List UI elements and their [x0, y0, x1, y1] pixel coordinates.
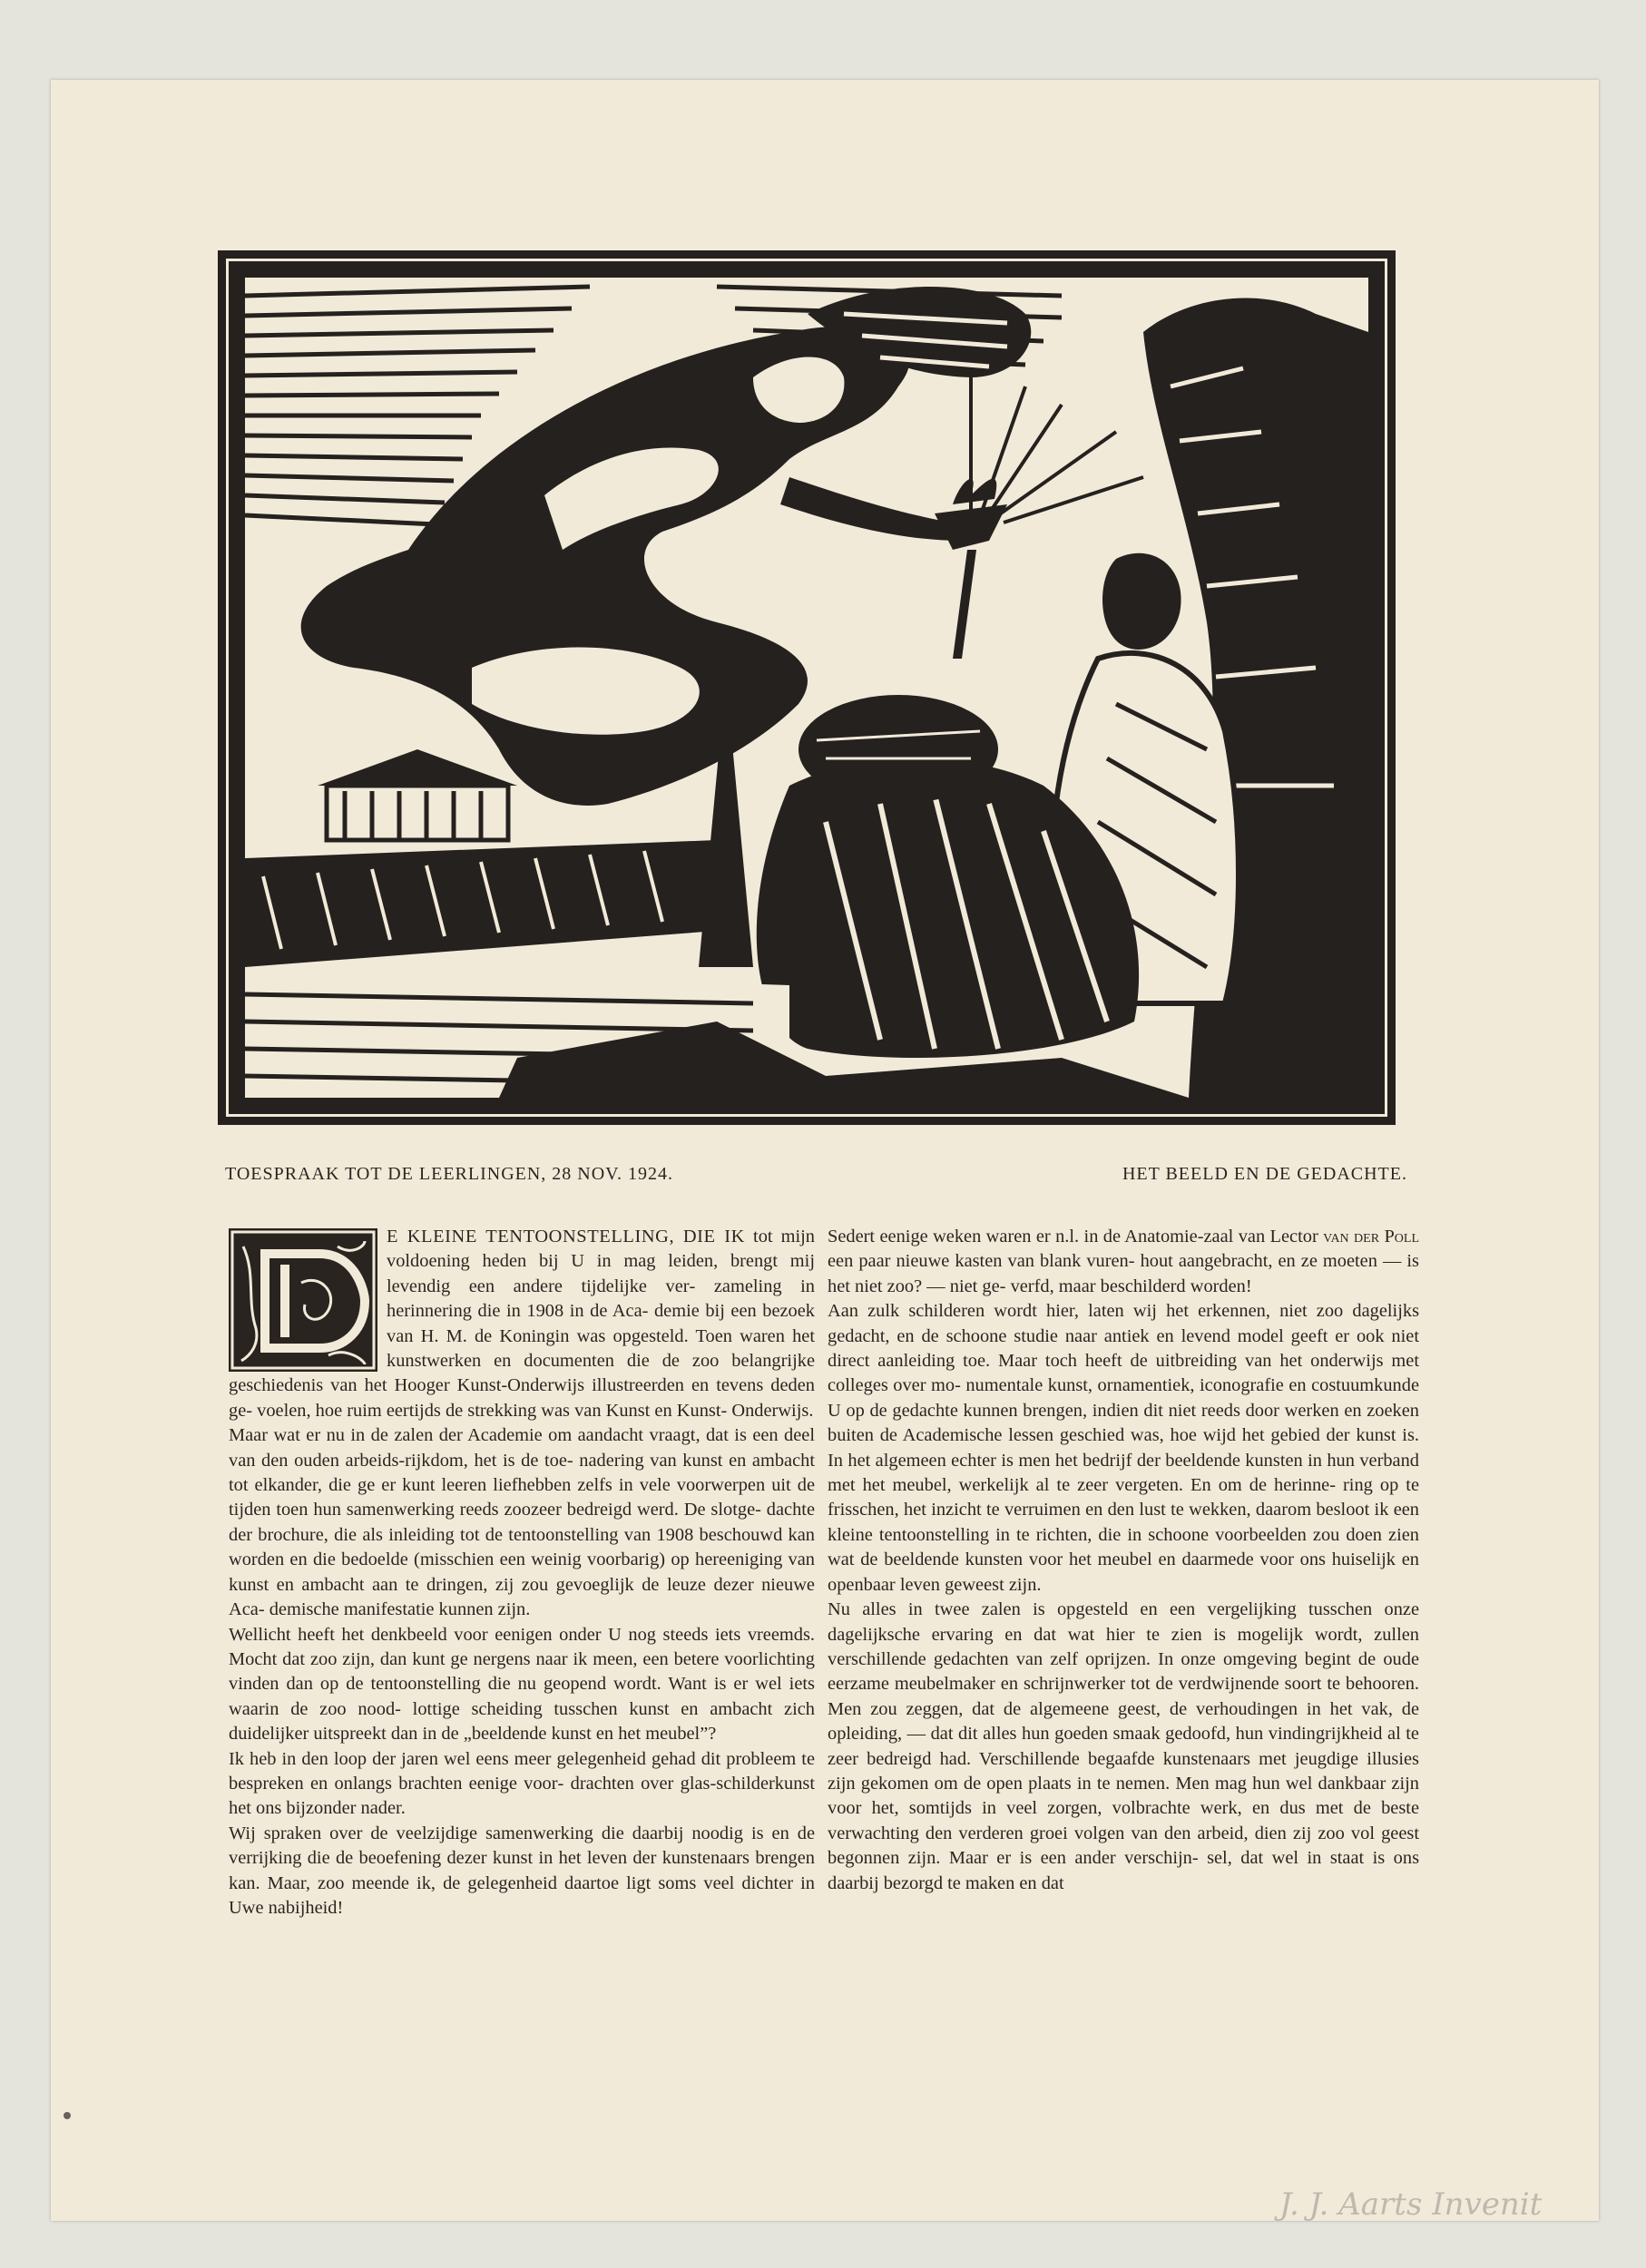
- paragraph-text: tot mijn voldoening heden bij U in mag leiden, brengt mij levendig een andere tijdelijke ver‐ zameling in herinnering die in 1908 in de Aca‐ demie bij een bezoek van H. M. de Koningin was opgesteld. Toen waren het kunstwerken en documenten die de zoo belangrijke geschiedenis van het Hooger Kunst‐Onderwijs illustreerden en tevens deden ge‐ voelen, hoe ruim eertijds de strekking was van Kunst en Kunst‐ Onderwijs.: [229, 1227, 816, 1421]
- paragraph: Ik heb in den loop der jaren wel eens meer gelegenheid gehad dit probleem te bespreken en onlangs brachten eenige voor‐ drachten over glas‐schilderkunst het ons bijzonder nader.: [229, 1748, 815, 1819]
- paragraph: [828, 1225, 1419, 1299]
- paragraph: [229, 1225, 815, 1423]
- paper-speck: [64, 2112, 71, 2119]
- text-column-left: [229, 1225, 815, 1921]
- paragraph: Nu alles in twee zalen is opgesteld en een vergelijking tusschen onze dagelijksche ervaring en dat wat hier te zien is mogelijk wordt, zullen verschillende gedachten van zelf oprijzen. In onze omgeving begint de oude eerzame meubelmaker en schrijnwerker tot de verdwijnende soort te behooren. Men zou zeggen, dat de algemeene geest, de verhoudingen in het vak, de opleiding, — dat dit alles hun goeden smaak gedoofd, hun vindingrijkheid al te zeer bedreigd had. Verschillende begaafde kunstenaars met jeugdige illusies zijn gekomen om de open plaats in te nemen. Men mag hun wel dankbaar zijn voor het, somtijds in veel zorgen, volbrachte werk, en dus met de beste verwachting den verderen groei volgen van den arbeid, dien zij zoo vol geest begonnen zijn. Maar er is een ander verschijn‐ sel, dat wel in staat is ons daarbij bezorgd te maken en dat: [828, 1599, 1419, 1893]
- text-column-right: [828, 1225, 1419, 1896]
- pencil-signature: J. J. Aarts Invenit: [1279, 2186, 1543, 2223]
- paragraph-text: een paar nieuwe kasten van blank vuren‐ hout aangebracht, en ze moeten — is het niet zoo? — niet ge‐ verfd, maar beschilderd worden!: [828, 1251, 1419, 1296]
- paragraph: Wij spraken over de veelzijdige samenwerking die daarbij noodig is en de verrijking die de beoefening dezer kunst in het leven der kunstenaars brengen kan. Maar, zoo meende ik, de gelegenheid daartoe ligt soms veel dichter in Uwe nabijheid!: [229, 1823, 815, 1918]
- running-header-right: HET BEELD EN DE GEDACHTE.: [1122, 1164, 1407, 1184]
- decorated-initial-d: [229, 1228, 377, 1372]
- paragraph: Aan zulk schilderen wordt hier, laten wij het erkennen, niet zoo dagelijks gedacht, en de schoone studie naar antiek en levend model geeft er ook niet direct aanleiding toe. Maar toch heeft de uitbreiding van het onderwijs met colleges over mo‐ numentale kunst, ornamentiek, iconografie en costuumkunde U op de gedachte kunnen brengen, indien dit niet reeds door werken en zoeken buiten de Academische lessen geschied was, hoe wijd het gebied der kunst is. In het algemeen echter is men het bedrijf der beeldende kunsten in hun verband met het meubel, werkelijk al te zeer vergeten. En om de herinne‐ ring op te frisschen, het inzicht te verruimen en den lust te wekken, daarom besloot ik een kleine tentoonstelling in te richten, die in schoone voorbeelden zou doen zien wat de beeldende kunsten voor het meubel en daarmede voor ons huiselijk en openbaar leven geweest zijn.: [828, 1301, 1419, 1595]
- paper-sheet: [51, 80, 1599, 2221]
- woodcut-scene: [245, 278, 1368, 1098]
- paragraph-text: Sedert eenige weken waren er n.l. in de Anatomie‐zaal van Lector: [828, 1227, 1318, 1246]
- paragraph: Maar wat er nu in de zalen der Academie om aandacht vraagt, dat is een deel van den ouden arbeids‐rijkdom, het is de toe‐ nadering van kunst en ambacht tot elkander, die ge er kunt leeren liefhebben zelfs in vele voorwerpen uit de tijden toen hun samenwerking reeds zoozeer bedreigd werd. De slotge‐ dachte der brochure, die als inleiding tot de tentoonstelling van 1908 beschouwd kan worden en die bedoelde (misschien een weinig voorbarig) op hereeniging van kunst en ambacht aan te dringen, zij zou gevoeglijk de leuze dezer nieuwe Aca‐ demische manifestatie kunnen zijn.: [229, 1425, 815, 1620]
- paragraph: Wellicht heeft het denkbeeld voor eenigen onder U nog steeds iets vreemds. Mocht dat zoo zijn, dan kunt ge nergens naar ik meen, een betere voorlichting vinden dan op de tentoonstelling die nu geopend wordt. Want is er wel iets waarin de zoo nood‐ lottige scheiding tusschen kunst en ambacht zich duidelijker uitspreekt dan in de „beeldende kunst en het meubel”?: [229, 1624, 815, 1745]
- lector-name: van der Poll: [1323, 1227, 1419, 1246]
- woodcut-illustration: [218, 250, 1396, 1125]
- running-header-left: TOESPRAAK TOT DE LEERLINGEN, 28 NOV. 1924.: [225, 1164, 674, 1184]
- opening-words: E KLEINE TENTOONSTELLING, DIE IK: [387, 1227, 745, 1246]
